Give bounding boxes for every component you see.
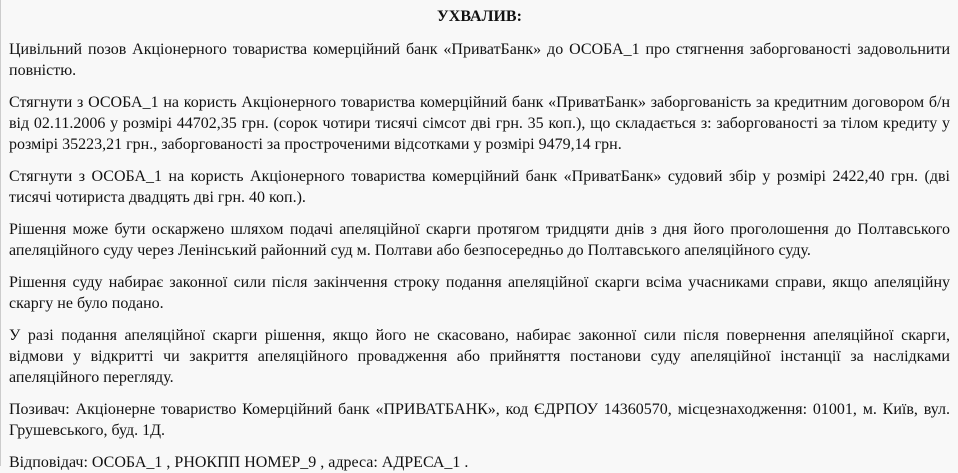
paragraph-defendant: Відповідач: ОСОБА_1 , РНОКПП НОМЕР_9 , адреса: АДРЕСА_1 . (9, 454, 469, 471)
paragraph-claim-granted: Цивільний позов Акціонерного товариства комерційний банк «ПриватБанк» до ОСОБА_1 про стягнення заборгованості задовольнити повністю. (9, 41, 950, 79)
paragraph-appeal-effect: У разі подання апеляційної скарги рішення, якщо його не скасовано, набирає законної сили після повернення апеляційної скарги, відмови у відкритті чи закриття апеляційного провадження або прийняття постанови суду апеляційної інстанції за наслідками апеляційного перегляду. (9, 327, 950, 386)
paragraph-legal-force: Рішення суду набирає законної сили після закінчення строку подання апеляційної скарги всіма учасниками справи, якщо апеляційну скаргу не було подано. (9, 274, 950, 312)
section-heading: УХВАЛИВ: (437, 8, 522, 25)
paragraph-appeal-procedure: Рішення може бути оскаржено шляхом подачі апеляційної скарги протягом тридцяти днів з дня його проголошення до Полтавського апеляційного суду через Ленінський районний суд м. Полтави або безпосередньо до Полтавського апеляційного суду. (9, 221, 950, 259)
paragraph-court-fee: Стягнути з ОСОБА_1 на користь Акціонерного товариства комерційний банк «ПриватБанк» судовий збір у розмірі 2422,40 грн. (дві тисячі чотириста двадцять дві грн. 40 коп.). (9, 168, 950, 206)
paragraph-plaintiff: Позивач: Акціонерне товариство Комерційний банк «ПРИВАТБАНК», код ЄДРПОУ 14360570, місцезнаходження: 01001, м. Київ, вул. Грушевського, буд. 1Д. (9, 401, 950, 439)
paragraph-debt-recovery: Стягнути з ОСОБА_1 на користь Акціонерного товариства комерційний банк «ПриватБанк» заборгованість за кредитним договором б/н від 02.11.2006 у розмірі 44702,35 грн. (сорок чотири тисячі сімсот дві грн. 35 коп.), що складається з: заборгованості за тілом кредиту у розмірі 35223,21 грн., заборгованості за простроченими відсотками у розмірі 9479,14 грн. (9, 94, 950, 153)
